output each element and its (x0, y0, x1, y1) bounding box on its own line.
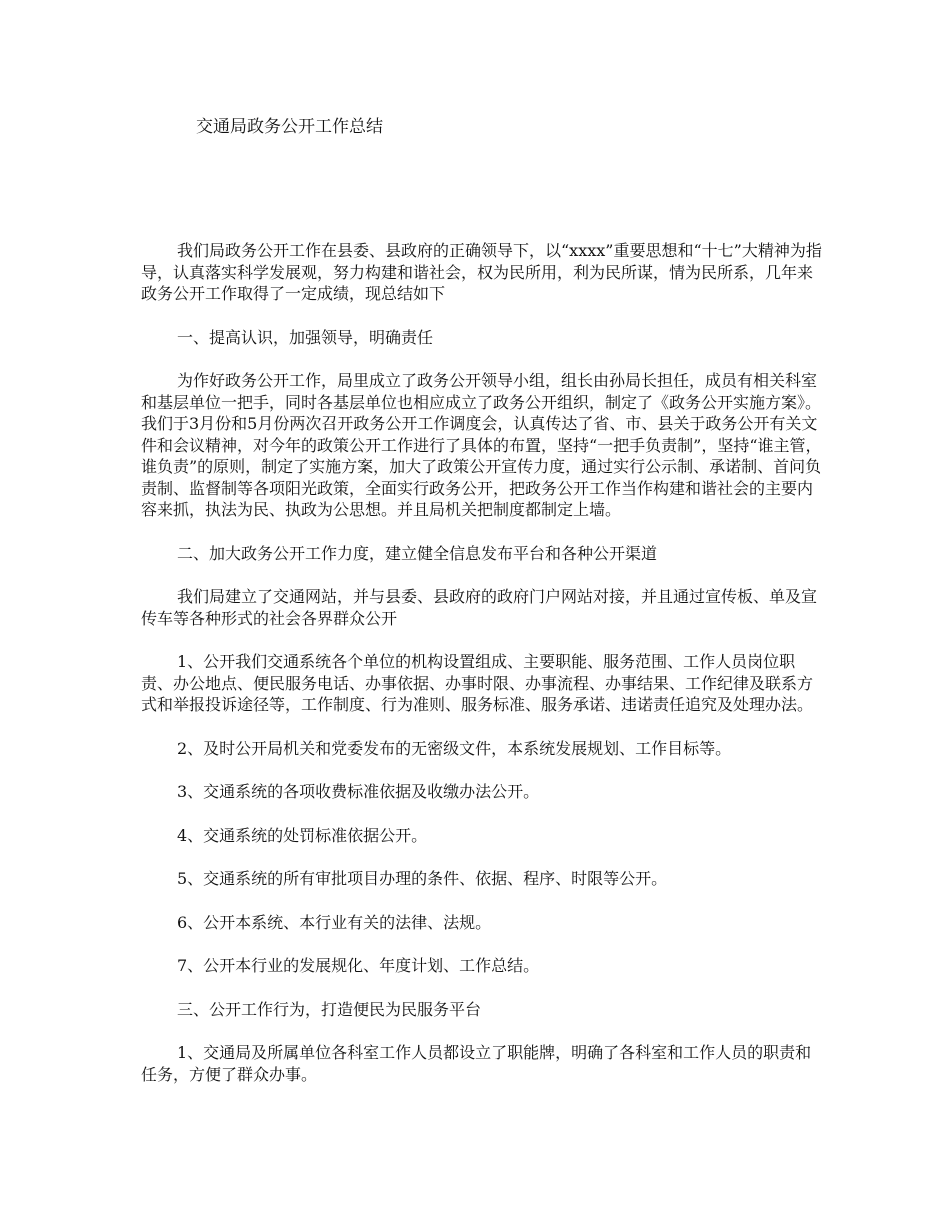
document-title: 交通局政务公开工作总结 (196, 117, 383, 137)
list-item-6: 6、公开本系统、本行业有关的法律、法规。 (177, 912, 492, 932)
section-heading-1: 一、提高认识，加强领导，明确责任 (177, 327, 434, 347)
document-body (141, 240, 823, 1107)
list-item-7: 7、公开本行业的发展规化、年度计划、工作总结。 (177, 956, 540, 975)
list-item-2: 2、及时公开局机关和党委发布的无密级文件，本系统发展规划、工作目标等。 (177, 738, 732, 758)
section-heading-2: 二、加大政务公开工作力度，建立健全信息发布平台和各种公开渠道 (177, 543, 658, 563)
list-item-3: 3、交通系统的各项收费标准依据及收缴办法公开。 (177, 782, 540, 801)
section-heading-3: 三、公开工作行为，打造便民为民服务平台 (177, 999, 482, 1019)
paragraph-section-2: 我们局建立了交通网站，并与县委、县政府的政府门户网站对接，并且通过宣传板、单及宣传车等各种形式的社会各界群众公开 (141, 587, 818, 628)
list-item-1: 1、公开我们交通系统各个单位的机构设置组成、主要职能、服务范围、工作人员岗位职责、办公地点、便民服务电话、办事依据、办事时限、办事流程、办事结果、工作纪律及联系方式和举报投诉途径等，工作制度、行为准则、服务标准、服务承诺、违诺责任追究及处理办法。 (141, 652, 814, 714)
list-item-4: 4、交通系统的处罚标准依据公开。 (177, 825, 428, 845)
list-item-5: 5、交通系统的所有审批项目办理的条件、依据、程序、时限等公开。 (177, 869, 668, 888)
paragraph-intro: 我们局政务公开工作在县委、县政府的正确领导下，以“xxxx”重要思想和“十七”大精神为指导，认真落实科学发展观，努力构建和谐社会，权为民所用，利为民所谋，情为民所系，几年来政务公开工作取得了一定成绩，现总结如下 (141, 241, 822, 303)
paragraph-section-1: 为作好政务公开工作，局里成立了政务公开领导小组，组长由孙局长担任，成员有相关科室和基层单位一把手，同时各基层单位也相应成立了政务公开组织，制定了《政务公开实施方案》。我们于3月份和5月份两次召开政务公开工作调度会，认真传达了省、市、县关于政务公开有关文件和会议精神，对今年的政策公开工作进行了具体的布置，坚持“一把手负责制”，坚持“谁主管，谁负责”的原则，制定了实施方案，加大了政策公开宣传力度，通过实行公示制、承诺制、首问负责制、监督制等各项阳光政策，全面实行政务公开，把政务公开工作当作构建和谐社会的主要内容来抓，执法为民、执政为公思想。并且局机关把制度都制定上墙。 (141, 371, 822, 519)
list-item-section-3-1: 1、交通局及所属单位各科室工作人员都设立了职能牌，明确了各科室和工作人员的职责和任务，方便了群众办事。 (141, 1043, 812, 1084)
